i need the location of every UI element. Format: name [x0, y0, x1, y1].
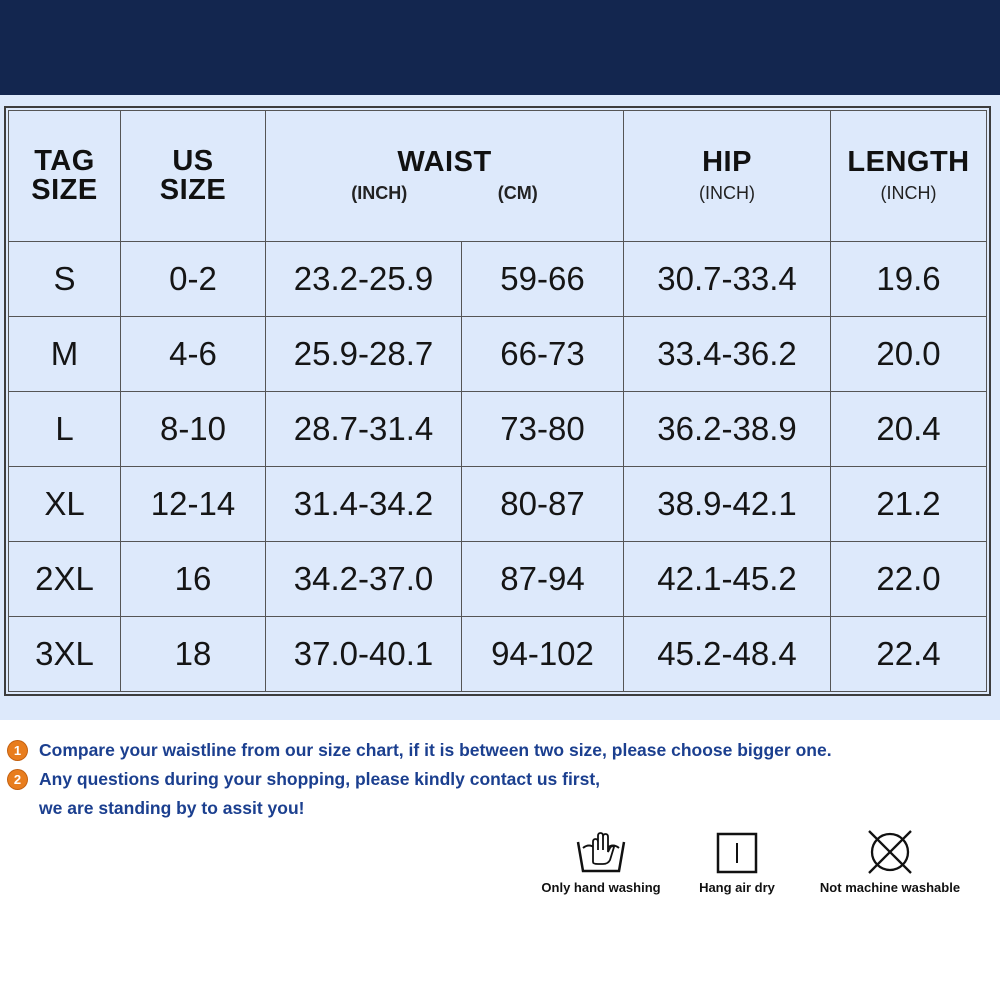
notes-list: [8, 740, 988, 827]
note-number-badge: 1: [8, 741, 27, 760]
cell-waist-cm: 73-80: [462, 392, 624, 467]
table-row: [9, 542, 987, 617]
header-tag-size: TAG SIZE: [9, 111, 121, 242]
cell-waist-inch: 34.2-37.0: [266, 542, 462, 617]
care-no-machine-wash: Not machine washable: [812, 828, 968, 895]
note-item: [8, 740, 988, 761]
cell-us-size: 4-6: [121, 317, 266, 392]
cell-us-size: 18: [121, 617, 266, 692]
cell-waist-cm: 94-102: [462, 617, 624, 692]
table-row: [9, 317, 987, 392]
cell-waist-inch: 25.9-28.7: [266, 317, 462, 392]
cell-hip: 36.2-38.9: [624, 392, 831, 467]
cell-us-size: 0-2: [121, 242, 266, 317]
note-text: Any questions during your shopping, please kindly contact us first,: [39, 769, 601, 789]
cell-hip: 30.7-33.4: [624, 242, 831, 317]
header-hip: HIP (INCH): [624, 111, 831, 242]
care-hand-wash: Only hand washing: [535, 828, 667, 895]
care-hang-dry: Hang air dry: [682, 828, 792, 895]
cell-hip: 42.1-45.2: [624, 542, 831, 617]
size-chart-table: [8, 110, 987, 692]
note-number-badge: 2: [8, 770, 27, 789]
table-row: [9, 392, 987, 467]
cell-length: 22.4: [831, 617, 987, 692]
cell-tag-size: 2XL: [9, 542, 121, 617]
cell-waist-inch: 28.7-31.4: [266, 392, 462, 467]
cell-us-size: 12-14: [121, 467, 266, 542]
cell-tag-size: S: [9, 242, 121, 317]
cell-hip: 45.2-48.4: [624, 617, 831, 692]
cell-length: 22.0: [831, 542, 987, 617]
cell-length: 19.6: [831, 242, 987, 317]
cell-hip: 33.4-36.2: [624, 317, 831, 392]
header-waist-cm: (CM): [497, 183, 538, 203]
cell-waist-inch: 23.2-25.9: [266, 242, 462, 317]
cell-length: 21.2: [831, 467, 987, 542]
header-waist-inch: (INCH): [351, 183, 408, 203]
hand-wash-icon: [574, 828, 628, 874]
cell-waist-cm: 66-73: [462, 317, 624, 392]
cell-waist-inch: 31.4-34.2: [266, 467, 462, 542]
note-text: we are standing by to assit you!: [39, 798, 305, 818]
header-waist: WAIST (INCH) (CM): [266, 111, 624, 242]
table-row: [9, 242, 987, 317]
header-us-size: US SIZE: [121, 111, 266, 242]
cell-waist-cm: 80-87: [462, 467, 624, 542]
cell-us-size: 16: [121, 542, 266, 617]
header-length: LENGTH (INCH): [831, 111, 987, 242]
cell-tag-size: XL: [9, 467, 121, 542]
cell-hip: 38.9-42.1: [624, 467, 831, 542]
cell-waist-inch: 37.0-40.1: [266, 617, 462, 692]
cell-us-size: 8-10: [121, 392, 266, 467]
note-item: [8, 769, 988, 819]
table-row: [9, 467, 987, 542]
cell-waist-cm: 87-94: [462, 542, 624, 617]
cell-tag-size: 3XL: [9, 617, 121, 692]
cell-length: 20.4: [831, 392, 987, 467]
table-row: [9, 617, 987, 692]
cell-tag-size: L: [9, 392, 121, 467]
cell-waist-cm: 59-66: [462, 242, 624, 317]
header-band: [0, 0, 1000, 95]
table-body: [9, 242, 987, 692]
hang-dry-icon: [715, 828, 759, 874]
no-machine-wash-icon: [864, 828, 916, 874]
cell-tag-size: M: [9, 317, 121, 392]
cell-length: 20.0: [831, 317, 987, 392]
table-header-row: [9, 111, 987, 242]
note-text: Compare your waistline from our size chart, if it is between two size, please choose bigger one.: [39, 740, 832, 760]
